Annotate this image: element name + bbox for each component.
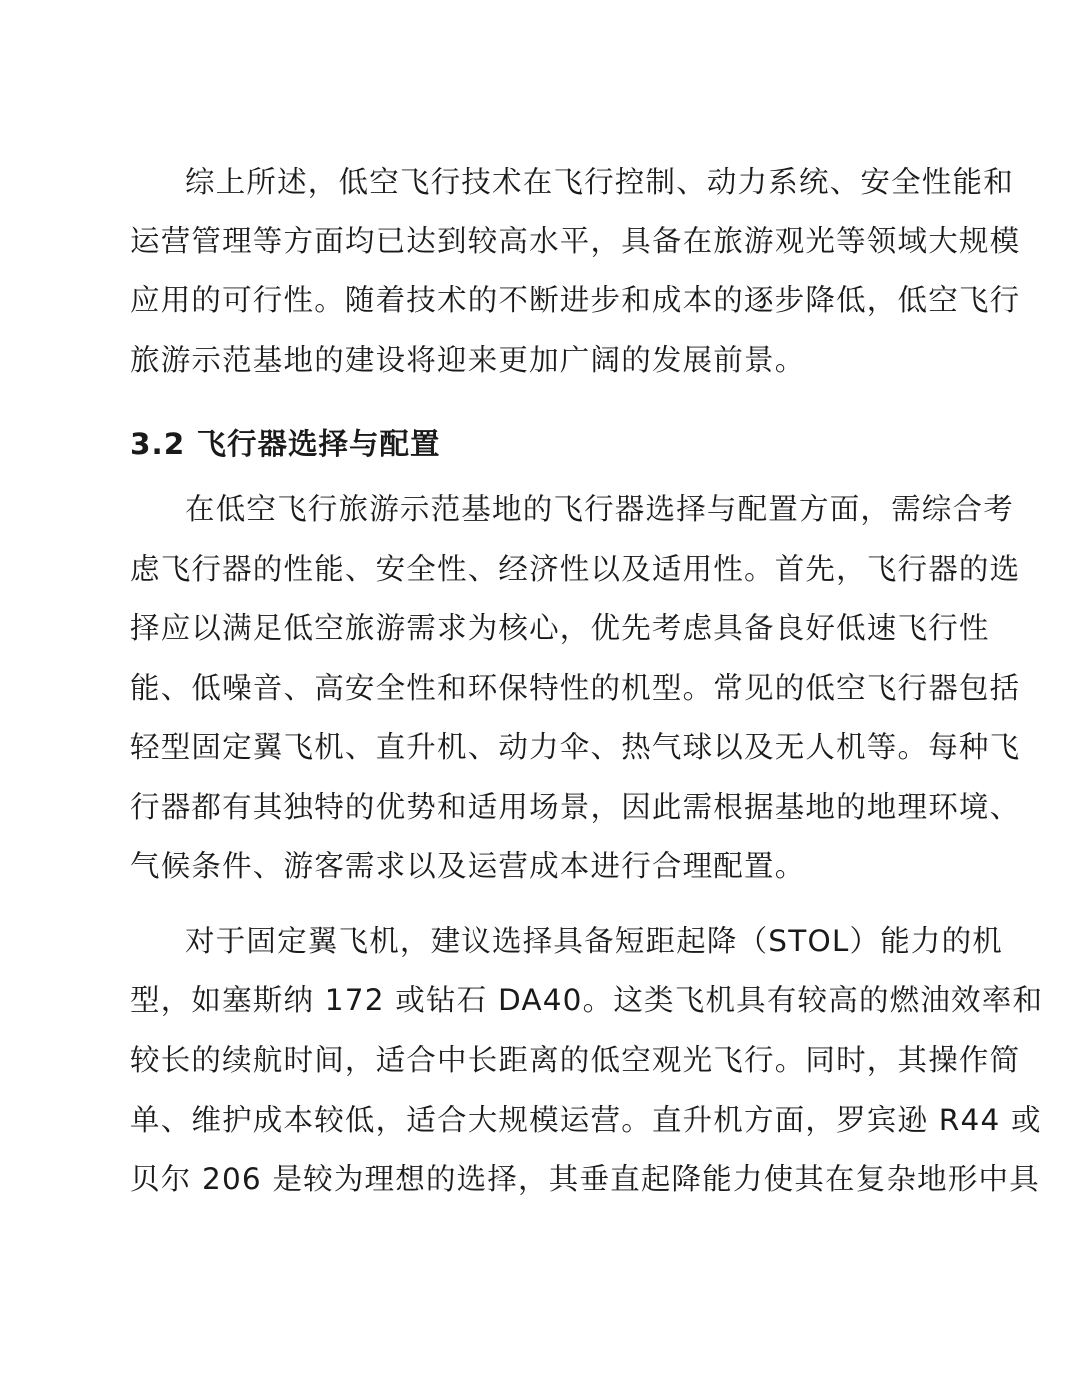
- paragraph-3-line-3: 较长的续航时间，适合中长距离的低空观光飞行。同时，其操作简: [130, 1043, 1021, 1077]
- paragraph-2-line-3: 择应以满足低空旅游需求为核心，优先考虑具备良好低速飞行性: [130, 611, 990, 645]
- paragraph-1-line-1: 综上所述，低空飞行技术在飞行控制、动力系统、安全性能和: [185, 165, 1014, 199]
- paragraph-2-line-6: 行器都有其独特的优势和适用场景，因此需根据基地的地理环境、: [130, 790, 1021, 824]
- paragraph-2-line-1: 在低空飞行旅游示范基地的飞行器选择与配置方面，需综合考: [185, 492, 1014, 526]
- paragraph-2-line-5: 轻型固定翼飞机、直升机、动力伞、热气球以及无人机等。每种飞: [130, 730, 1021, 764]
- paragraph-2-line-2: 虑飞行器的性能、安全性、经济性以及适用性。首先，飞行器的选: [130, 552, 1021, 586]
- paragraph-2-line-7: 气候条件、游客需求以及运营成本进行合理配置。: [130, 849, 806, 883]
- paragraph-3-line-1: 对于固定翼飞机，建议选择具备短距起降（STOL）能力的机: [185, 924, 1004, 958]
- paragraph-1-line-4: 旅游示范基地的建设将迎来更加广阔的发展前景。: [130, 343, 806, 377]
- paragraph-3-line-2: 型，如塞斯纳 172 或钻石 DA40。这类飞机具有较高的燃油效率和: [130, 983, 1044, 1017]
- paragraph-1-line-2: 运营管理等方面均已达到较高水平，具备在旅游观光等领域大规模: [130, 224, 1021, 258]
- paragraph-2-line-4: 能、低噪音、高安全性和环保特性的机型。常见的低空飞行器包括: [130, 671, 1021, 705]
- section-heading: 3.2 飞行器选择与配置: [130, 427, 441, 461]
- paragraph-1-line-3: 应用的可行性。随着技术的不断进步和成本的逐步降低，低空飞行: [130, 283, 1021, 317]
- paragraph-3-line-4: 单、维护成本较低，适合大规模运营。直升机方面，罗宾逊 R44 或: [130, 1103, 1042, 1137]
- paragraph-3-line-5: 贝尔 206 是较为理想的选择，其垂直起降能力使其在复杂地形中具: [130, 1162, 1040, 1196]
